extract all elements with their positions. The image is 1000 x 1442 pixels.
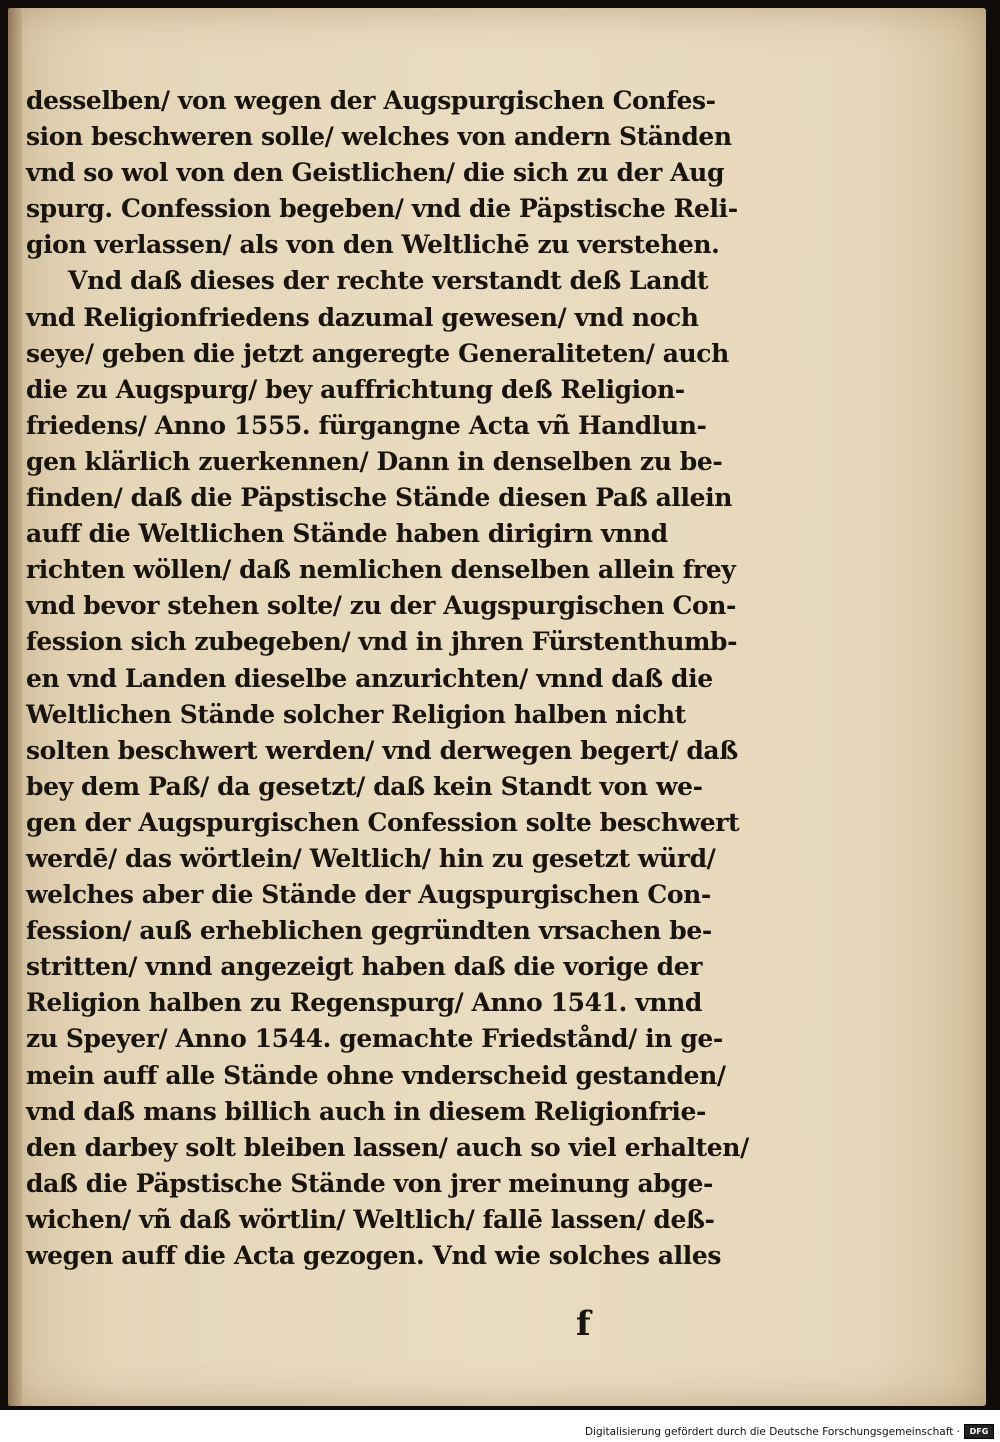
text-line: Vnd daß dieses der rechte verstandt deß Landt: [68, 266, 709, 296]
text-line: spurg. Confession begeben/ vnd die Päpstische Reli-: [26, 194, 738, 224]
text-line: die zu Augspurg/ bey auffrichtung deß Religion-: [26, 374, 685, 404]
text-line: finden/ daß die Päpstische Stände diesen Paß allein: [26, 483, 733, 513]
dfg-logo-icon: DFG: [964, 1424, 994, 1439]
text-line: Religion halben zu Regenspurg/ Anno 1541. vnnd: [26, 988, 702, 1018]
text-line: gen klärlich zuerkennen/ Dann in denselben zu be-: [26, 446, 723, 476]
body-text: [26, 83, 811, 1274]
text-line: mein auff alle Stände ohne vnderscheid gestanden/: [26, 1060, 726, 1090]
footer-bar: [0, 1410, 1000, 1442]
text-line: wichen/ vñ daß wörtlin/ Weltlich/ fallē lassen/ deß-: [26, 1204, 715, 1234]
text-line: daß die Päpstische Stände von jrer meinung abge-: [26, 1168, 713, 1198]
text-line: vnd daß mans billich auch in diesem Religionfrie-: [26, 1096, 706, 1126]
text-line: sion beschweren solle/ welches von andern Ständen: [26, 122, 732, 152]
text-line: vnd so wol von den Geistlichen/ die sich zu der Aug: [26, 158, 725, 188]
text-line: desselben/ von wegen der Augspurgischen Confes-: [26, 86, 716, 115]
text-line: en vnd Landen dieselbe anzurichten/ vnnd daß die: [26, 663, 713, 693]
text-line: vnd Religionfriedens dazumal gewesen/ vnd noch: [26, 302, 699, 332]
text-line: werdē/ das wörtlein/ Weltlich/ hin zu gesetzt würd/: [26, 843, 716, 873]
text-line: gen der Augspurgischen Confession solte beschwert: [26, 807, 740, 837]
text-line: auff die Weltlichen Stände haben dirigirn vnnd: [26, 519, 668, 549]
text-line: seye/ geben die jetzt angeregte Generaliteten/ auch: [26, 338, 729, 368]
text-line: Weltlichen Stände solcher Religion halben nicht: [26, 699, 686, 729]
text-line: wegen auff die Acta gezogen. Vnd wie solches alles: [26, 1241, 722, 1270]
text-line: bey dem Paß/ da gesetzt/ daß kein Standt von we-: [26, 771, 703, 801]
text-line: fession/ auß erheblichen gegründten vrsachen be-: [26, 916, 712, 946]
text-line: vnd bevor stehen solte/ zu der Augspurgischen Con-: [26, 591, 737, 621]
text-line: richten wöllen/ daß nemlichen denselben allein frey: [26, 555, 736, 585]
text-line: stritten/ vnnd angezeigt haben daß die vorige der: [26, 952, 702, 982]
text-line: den darbey solt bleiben lassen/ auch so viel erhalten/: [26, 1132, 749, 1162]
text-line: zu Speyer/ Anno 1544. gemachte Friedstånd/ in ge-: [26, 1024, 723, 1054]
text-line: fession sich zubegeben/ vnd in jhren Fürstenthumb-: [26, 627, 738, 657]
signature-mark: f: [576, 1304, 591, 1344]
text-line: gion verlassen/ als von den Weltlichē zu verstehen.: [26, 230, 720, 260]
text-line: solten beschwert werden/ vnd derwegen begert/ daß: [26, 735, 738, 765]
text-line: welches aber die Stände der Augspurgischen Con-: [26, 880, 711, 910]
text-line: friedens/ Anno 1555. fürgangne Acta vñ Handlun-: [26, 410, 707, 440]
paper-page: [8, 8, 986, 1406]
page-spine-shadow: [8, 8, 22, 1406]
funding-credit: Digitalisierung gefördert durch die Deutsche Forschungsgemeinschaft ·: [584, 1426, 960, 1438]
